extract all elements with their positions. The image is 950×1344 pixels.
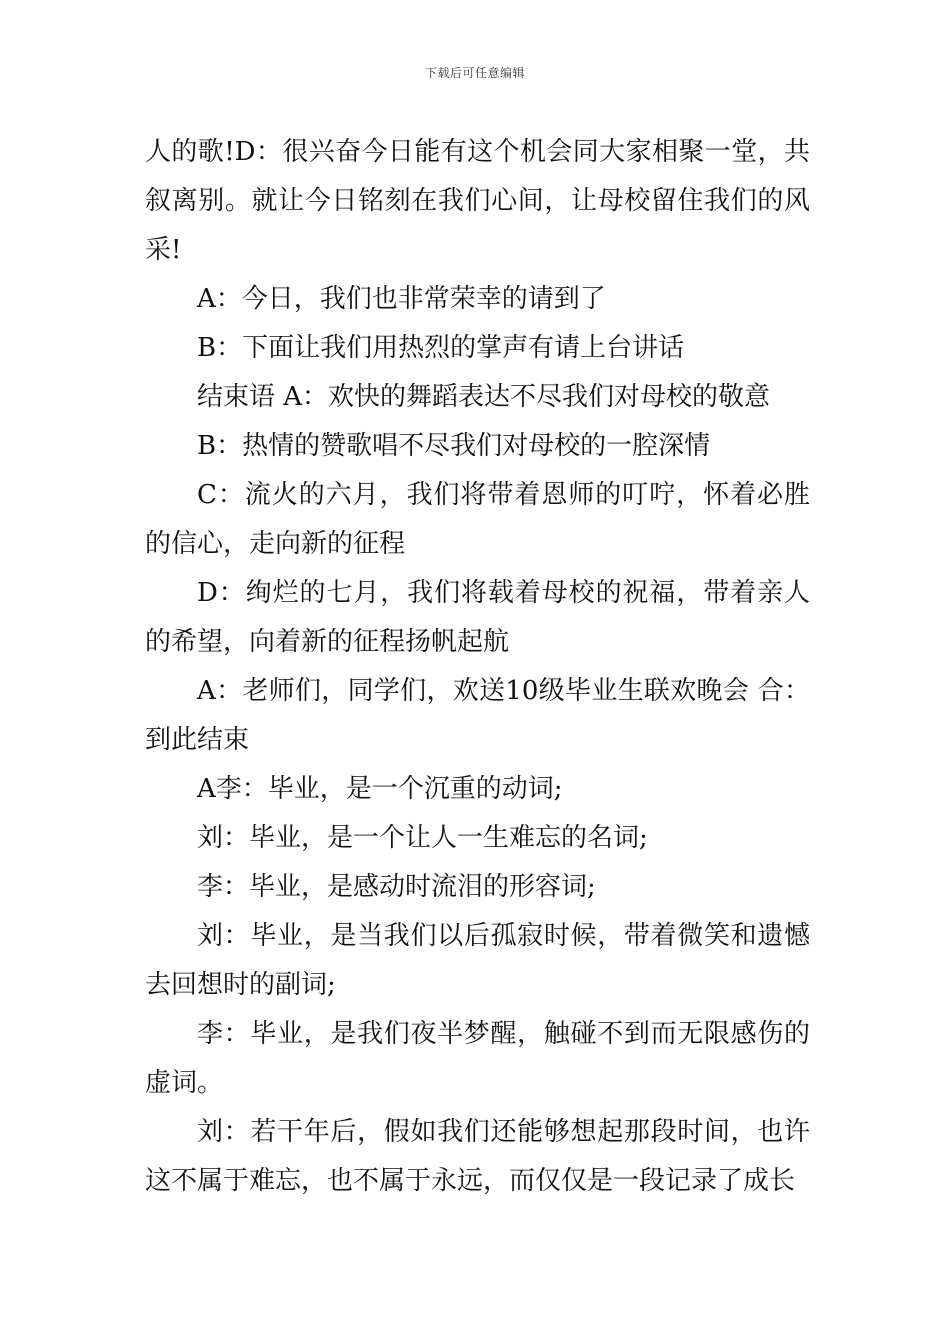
paragraph: 刘：毕业，是当我们以后孤寂时候，带着微笑和遗憾去回想时的副词;: [145, 921, 810, 1000]
paragraph: 人的歌!D：很兴奋今日能有这个机会同大家相聚一堂，共叙离别。就让今日铭刻在我们心间，让母校留住我们的风采!: [145, 137, 810, 265]
paragraph: 刘：若干年后，假如我们还能够想起那段时间，也许这不属于难忘，也不属于永远，而仅仅是一段记录了成长: [145, 1117, 810, 1196]
page-header: 下载后可任意编辑: [424, 66, 525, 80]
document-body: [145, 128, 810, 1206]
paragraph: A：老师们，同学们，欢送10级毕业生联欢晚会 合：到此结束: [145, 676, 810, 755]
paragraph: 李：毕业，是感动时流泪的形容词;: [197, 872, 596, 902]
paragraph: 李：毕业，是我们夜半梦醒，触碰不到而无限感伤的虚词。: [145, 1019, 810, 1098]
paragraph: 结束语 A：欢快的舞蹈表达不尽我们对母校的敬意: [197, 382, 771, 412]
paragraph: C：流火的六月，我们将带着恩师的叮咛，怀着必胜的信心，走向新的征程: [145, 480, 810, 559]
paragraph: B：下面让我们用热烈的掌声有请上台讲话: [197, 333, 685, 363]
paragraph: B：热情的赞歌唱不尽我们对母校的一腔深情: [197, 431, 711, 461]
paragraph: A李：毕业，是一个沉重的动词;: [197, 774, 563, 804]
paragraph: D：绚烂的七月，我们将载着母校的祝福，带着亲人的希望，向着新的征程扬帆起航: [145, 578, 810, 657]
paragraph: A：今日，我们也非常荣幸的请到了: [197, 284, 606, 314]
paragraph: 刘：毕业，是一个让人一生难忘的名词;: [197, 823, 648, 853]
